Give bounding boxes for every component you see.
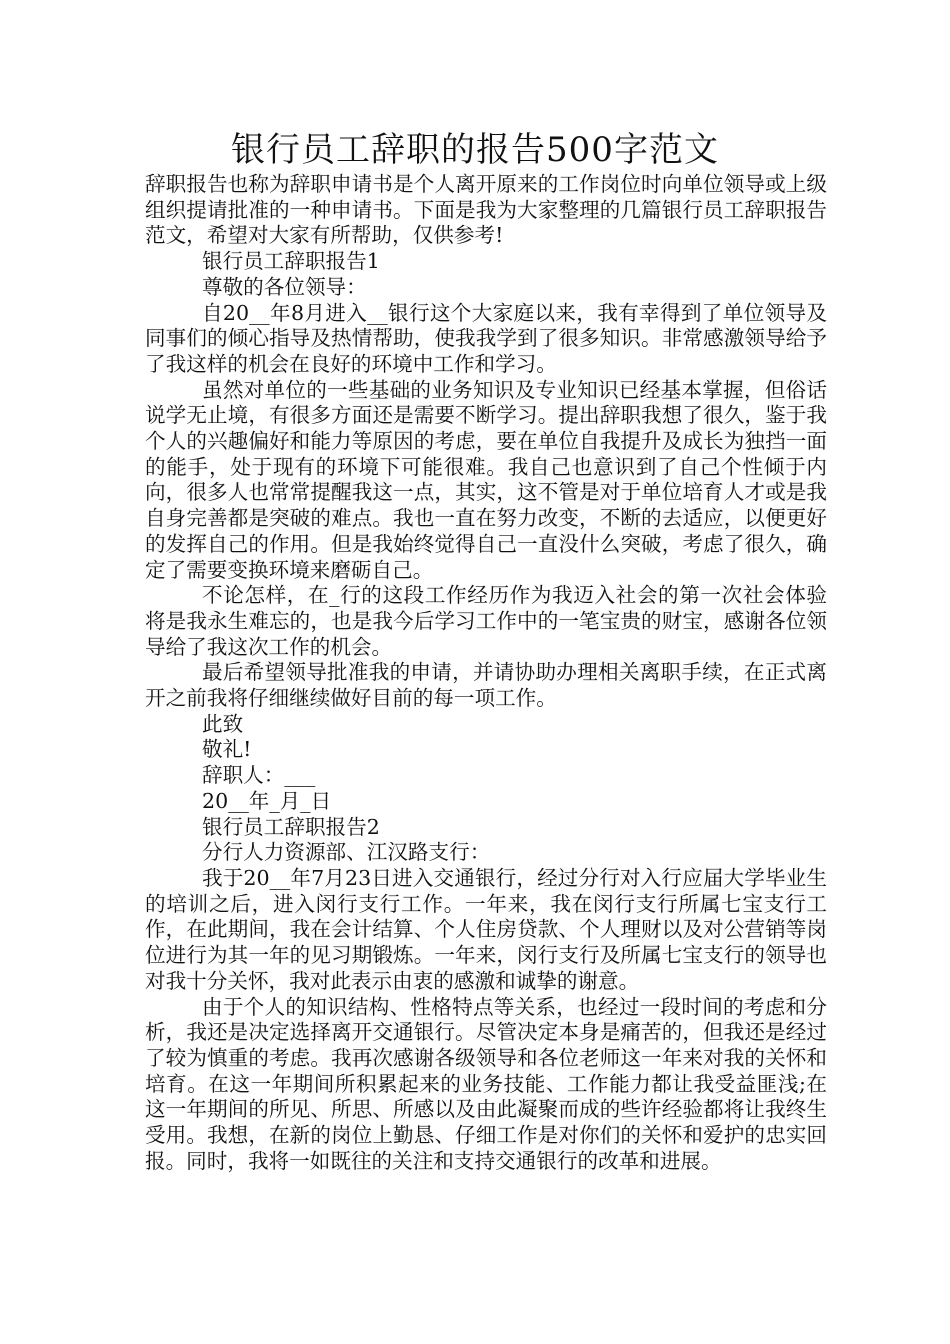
report-1-paragraph: 最后希望领导批准我的申请，并请协助办理相关离职手续，在正式离开之前我将仔细继续做好目前的每一项工作。: [145, 660, 827, 711]
document-body: [145, 172, 827, 1174]
report-2-paragraph: 我于20__年7月23日进入交通银行，经过分行对入行应届大学毕业生的培训之后，进入闵行支行工作。一年来，我在闵行支行所属七宝支行工作，在此期间，我在会计结算、个人住房贷款、个人理财以及对公营销等岗位进行为其一年的见习期锻炼。一年来，闵行支行及所属七宝支行的领导也对我十分关怀，我对此表示由衷的感激和诚挚的谢意。: [145, 865, 827, 993]
report-1-paragraph: 虽然对单位的一些基础的业务知识及专业知识已经基本掌握，但俗话说学无止境，有很多方面还是需要不断学习。提出辞职我想了很久，鉴于我个人的兴趣偏好和能力等原因的考虑，要在单位自我提升及成长为独挡一面的能手，处于现有的环境下可能很难。我自己也意识到了自己个性倾于内向，很多人也常常提醒我这一点，其实，这不管是对于单位培育人才或是我自身完善都是突破的难点。我也一直在努力改变，不断的去适应，以便更好的发挥自己的作用。但是我始终觉得自己一直没什么突破，考虑了很久，确定了需要变换环境来磨砺自己。: [145, 377, 827, 582]
report-2-paragraph: 由于个人的知识结构、性格特点等关系，也经过一段时间的考虑和分析，我还是决定选择离开交通银行。尽管决定本身是痛苦的，但我还是经过了较为慎重的考虑。我再次感谢各级领导和各位老师这一年来对我的关怀和培育。在这一年期间所积累起来的业务技能、工作能力都让我受益匪浅;在这一年期间的所见、所思、所感以及由此凝聚而成的些许经验都将让我终生受用。我想，在新的岗位上勤恳、仔细工作是对你们的关怀和爱护的忠实回报。同时，我将一如既往的关注和支持交通银行的改革和进展。: [145, 994, 827, 1173]
document-title: 银行员工辞职的报告500字范文: [231, 130, 719, 170]
report-2-heading: 银行员工辞职报告2: [202, 814, 380, 839]
closing-line: 此致: [202, 711, 244, 736]
signature-line: 辞职人：___: [202, 763, 316, 788]
report-1-paragraph: 自20__年8月进入__银行这个大家庭以来，我有幸得到了单位领导及同事们的倾心指导及热情帮助，使我我学到了很多知识。非常感激领导给予了我这样的机会在良好的环境中工作和学习。: [145, 300, 827, 376]
closing-salute: 敬礼!: [202, 737, 252, 762]
report-2-salutation: 分行人力资源部、江汉路支行：: [202, 840, 491, 865]
report-1-paragraph: 不论怎样，在_行的这段工作经历作为我迈入社会的第一次社会体验将是我永生难忘的，也是我今后学习工作中的一笔宝贵的财宝，感谢各位领导给了我这次工作的机会。: [145, 583, 827, 659]
report-1-salutation: 尊敬的各位领导：: [202, 274, 367, 299]
intro-paragraph: 辞职报告也称为辞职申请书是个人离开原来的工作岗位时向单位领导或上级组织提请批准的一种申请书。下面是我为大家整理的几篇银行员工辞职报告范文，希望对大家有所帮助，仅供参考!: [145, 172, 827, 248]
report-1-heading: 银行员工辞职报告1: [202, 249, 380, 274]
date-line: 20__年_月_日: [202, 788, 332, 813]
